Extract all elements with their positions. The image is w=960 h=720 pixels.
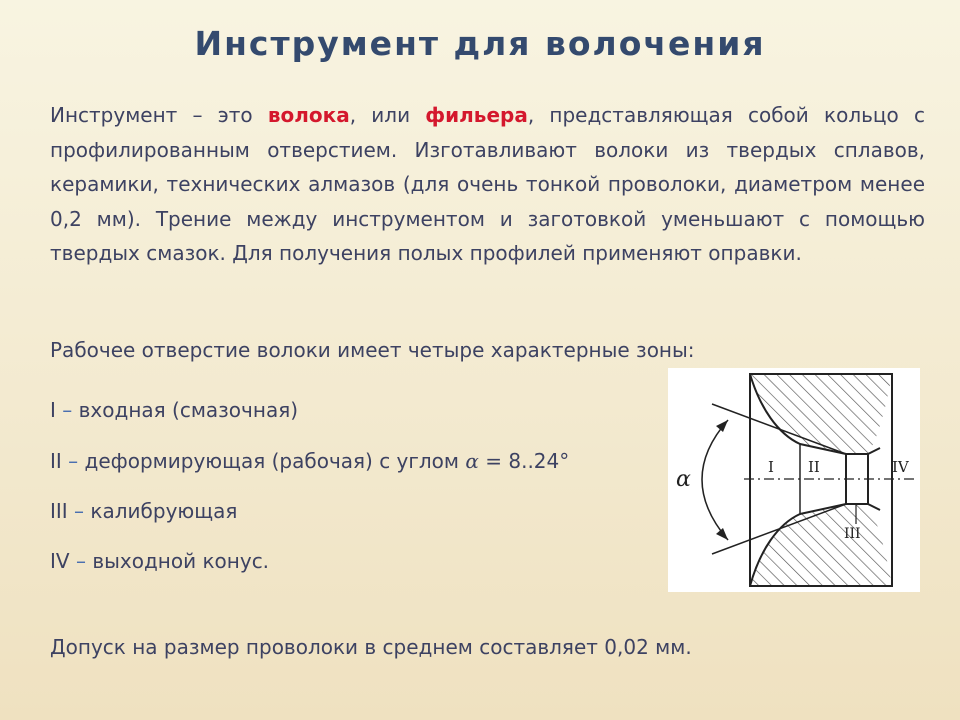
intro-paragraph [50, 98, 925, 271]
zone-dash: – [67, 499, 91, 523]
label-zone-4: IV [892, 458, 909, 476]
alpha-symbol: α [465, 449, 479, 473]
tolerance-note: Допуск на размер проволоки в среднем составляет 0,02 мм. [50, 635, 692, 659]
zone-item-4 [50, 547, 269, 575]
die-cross-section [668, 368, 920, 592]
zone-text: деформирующая (рабочая) с углом [84, 449, 466, 473]
zone-numeral: IV [50, 549, 70, 573]
paragraph-text-3: , представляющая собой кольцо с профилированным отверстием. Изготавливают волоки из твердых сплавов, керамики, технических алмазов (для очень тонкой проволоки, диаметром менее 0,2 мм). Трение между инструментом и заготовкой уменьшают с помощью твердых смазок. Для получения полых профилей применяют оправки. [50, 103, 925, 265]
zone-numeral: I [50, 398, 56, 422]
zone-numeral: II [50, 449, 62, 473]
zone-dash: – [61, 449, 85, 473]
zone-item-3 [50, 497, 237, 525]
zone-text: выходной конус. [92, 549, 270, 573]
paragraph-text-1: Инструмент – это [50, 103, 268, 127]
zones-intro: Рабочее отверстие волоки имеет четыре характерные зоны: [50, 338, 695, 362]
arrow-head-icon [716, 528, 728, 540]
term-voloka: волока [267, 103, 350, 127]
zone-angle-range: = 8..24° [478, 449, 570, 473]
slide-title: Инструмент для волочения [194, 24, 766, 63]
zone-text: калибрующая [90, 499, 238, 523]
zone-text: входная (смазочная) [78, 398, 299, 422]
term-filera: фильера [425, 103, 528, 127]
arrow-head-icon [716, 420, 728, 432]
label-zone-1: I [768, 458, 774, 476]
die-diagram [668, 368, 920, 592]
label-zone-2: II [808, 458, 820, 476]
angle-arc [702, 420, 728, 540]
paragraph-text-2: , или [349, 103, 426, 127]
zone-dash: – [69, 549, 93, 573]
zone-numeral: III [50, 499, 68, 523]
label-zone-3: III [844, 526, 861, 542]
zone-item-2 [50, 447, 569, 475]
label-alpha: α [676, 467, 691, 492]
zone-item-1 [50, 396, 298, 424]
zone-dash: – [55, 398, 79, 422]
